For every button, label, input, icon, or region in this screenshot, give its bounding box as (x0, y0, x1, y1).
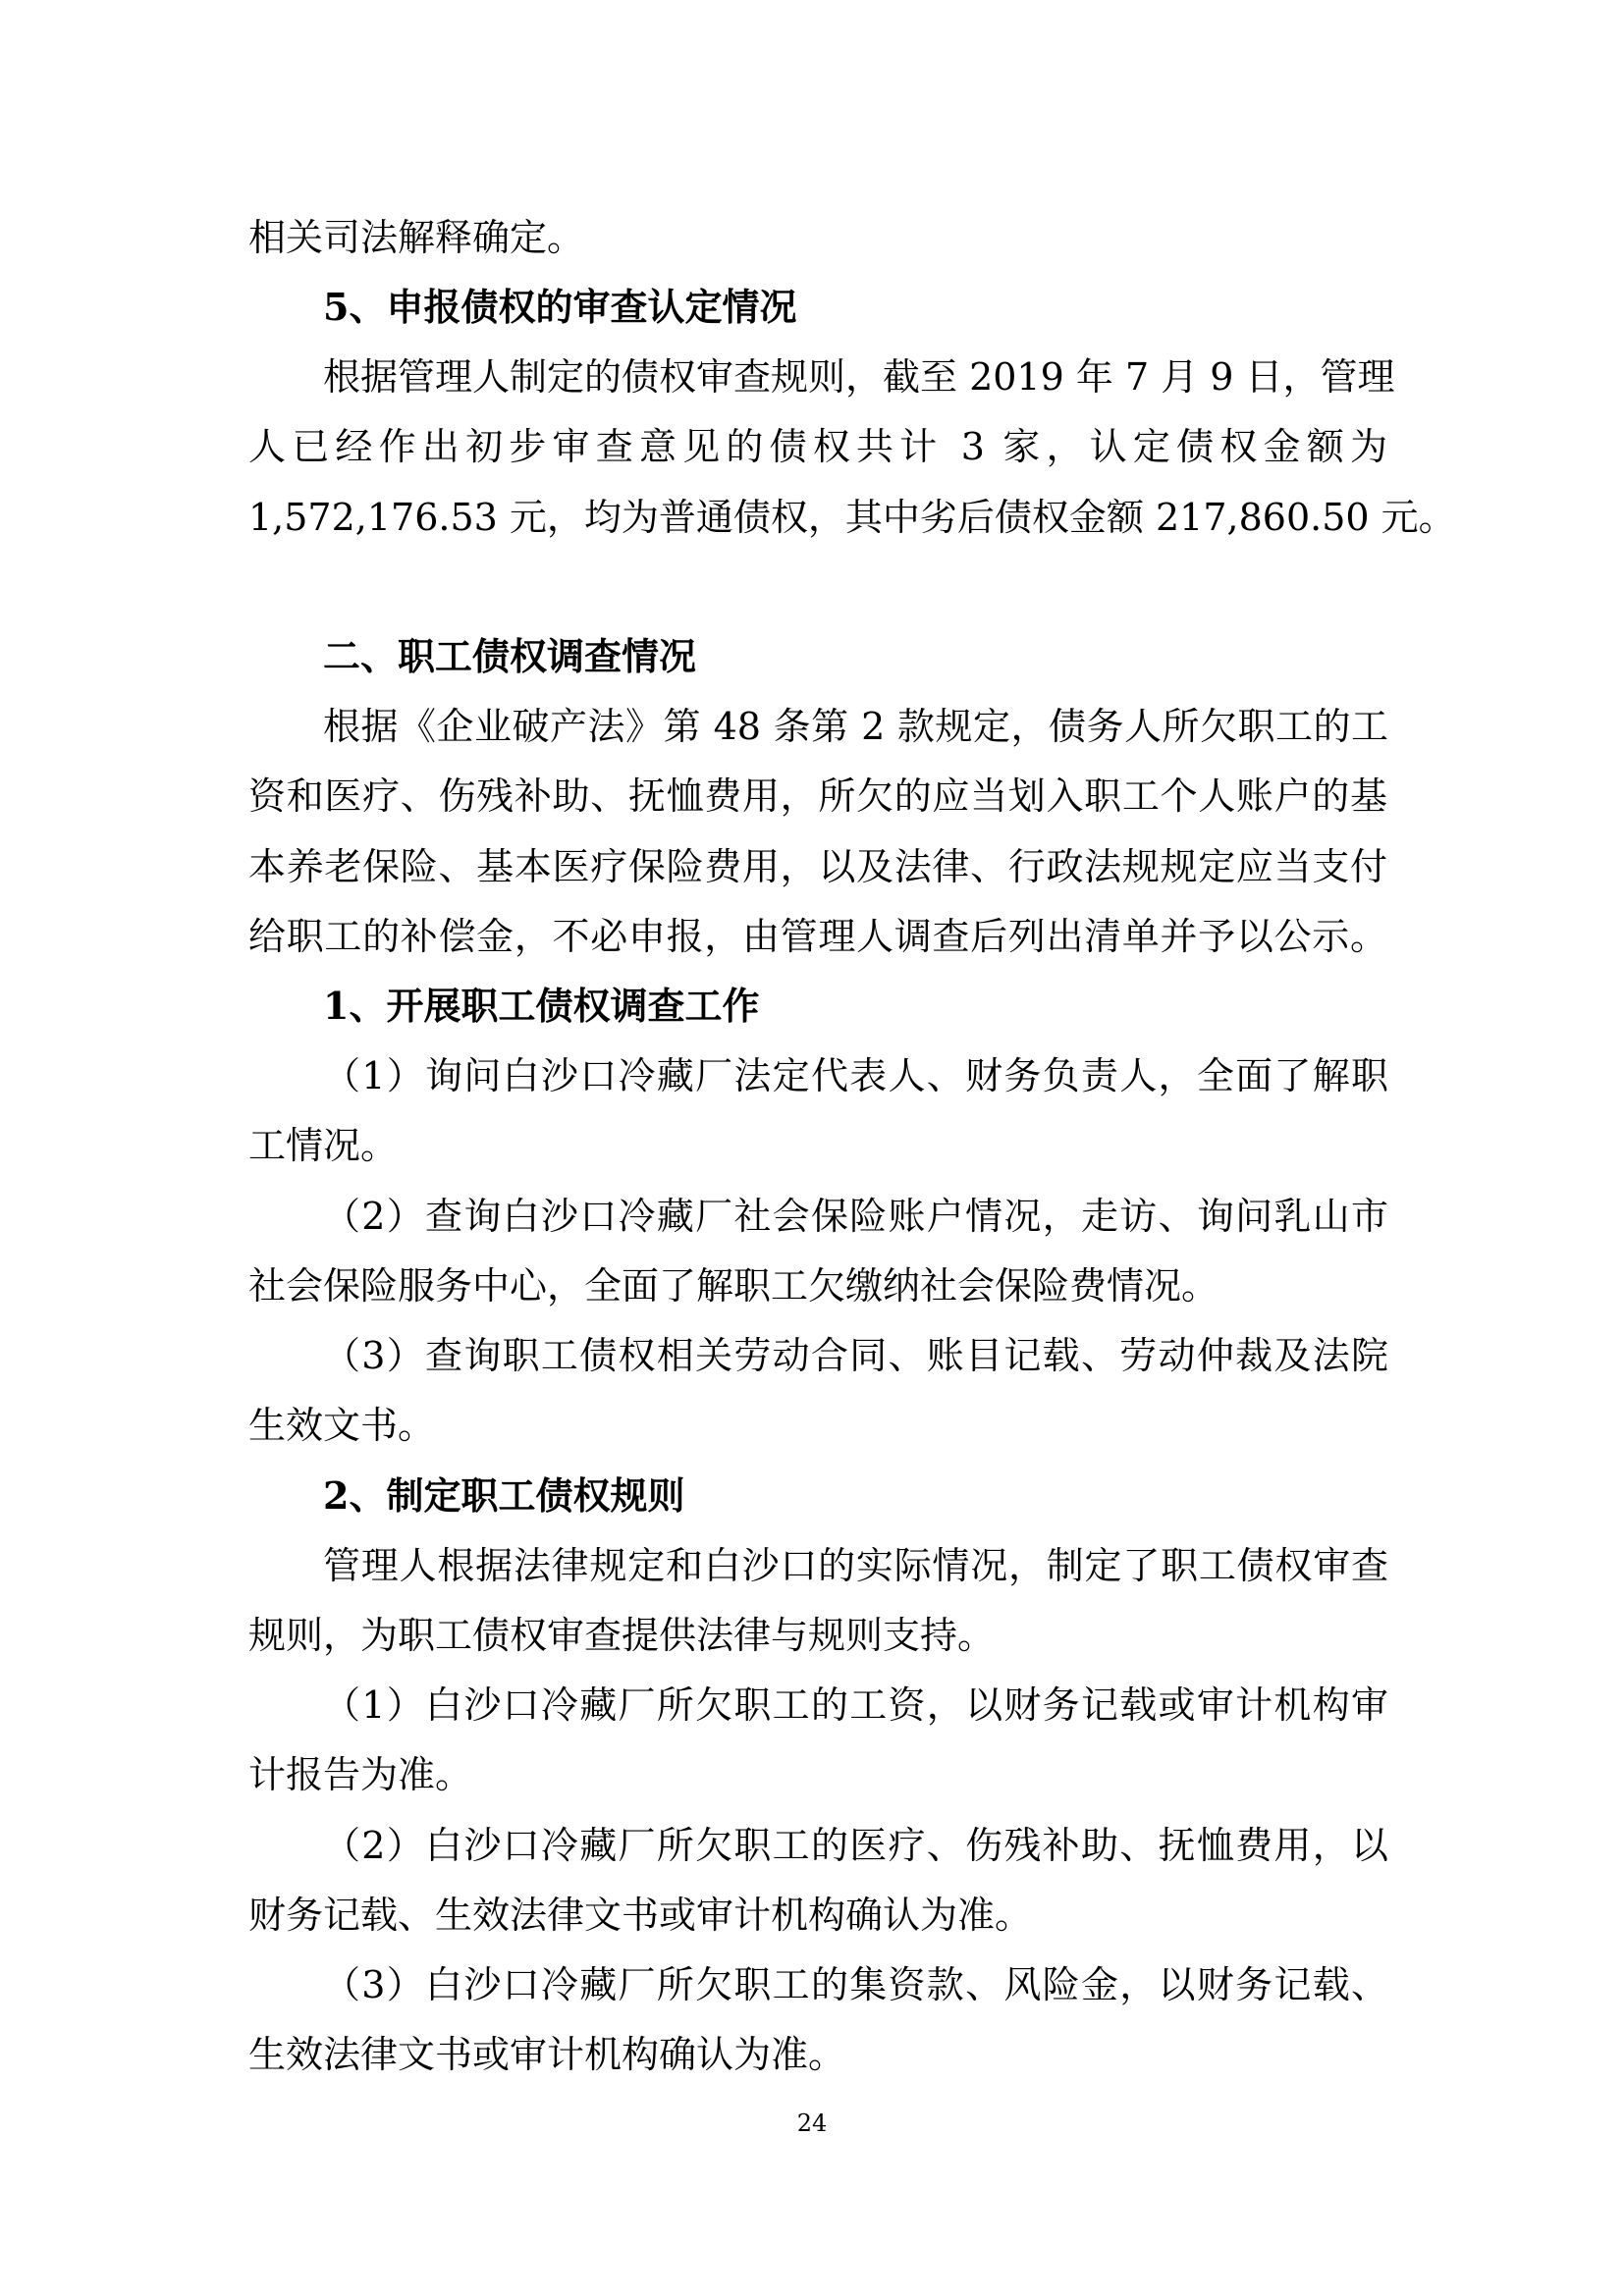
paragraph-line: 根据管理人制定的债权审查规则，截至 2019 年 7 月 9 日，管理 (323, 355, 1395, 399)
paragraph-line: 根据《企业破产法》第 48 条第 2 款规定，债务人所欠职工的工 (323, 705, 1388, 748)
list-item-line: 生效法律文书或审计机构确认为准。 (248, 2033, 846, 2076)
list-item-line: （2）查询白沙口冷藏厂社会保险账户情况，走访、询问乳山市 (323, 1195, 1388, 1238)
list-item-line: 社会保险服务中心，全面了解职工欠缴纳社会保险费情况。 (248, 1264, 1219, 1308)
list-item-line: （1）询问白沙口冷藏厂法定代表人、财务负责人，全面了解职 (323, 1054, 1388, 1097)
list-item-line: 财务记载、生效法律文书或审计机构确认为准。 (248, 1894, 1033, 1937)
paragraph-continuation: 相关司法解释确定。 (248, 216, 585, 259)
list-item-line: （3）白沙口冷藏厂所欠职工的集资款、风险金，以财务记载、 (323, 1963, 1388, 2006)
chapter-heading-2: 二、职工债权调查情况 (323, 634, 697, 678)
paragraph-line: 本养老保险、基本医疗保险费用，以及法律、行政法规规定应当支付 (248, 845, 1387, 888)
paragraph-line: 给职工的补偿金，不必申报，由管理人调查后列出清单并予以公示。 (248, 915, 1387, 958)
list-item-line: （3）查询职工债权相关劳动合同、账目记载、劳动仲裁及法院 (323, 1334, 1388, 1377)
section-heading-2: 2、制定职工债权规则 (323, 1473, 685, 1518)
list-item-line: 工情况。 (248, 1124, 399, 1167)
section-heading-1: 1、开展职工债权调查工作 (323, 984, 760, 1028)
page-number: 24 (796, 2109, 828, 2137)
paragraph-line: 管理人根据法律规定和白沙口的实际情况，制定了职工债权审查 (323, 1544, 1388, 1587)
paragraph-line: 资和医疗、伤残补助、抚恤费用，所欠的应当划入职工个人账户的基 (248, 774, 1387, 818)
paragraph-line: 规则，为职工债权审查提供法律与规则支持。 (248, 1614, 996, 1657)
list-item-line: 生效文书。 (248, 1404, 436, 1447)
paragraph-line: 1,572,176.53 元，均为普通债权，其中劣后债权金额 217,860.50 元。 (248, 496, 1456, 539)
list-item-line: （2）白沙口冷藏厂所欠职工的医疗、伤残补助、抚恤费用，以 (323, 1824, 1388, 1867)
section-heading-5: 5、申报债权的审查认定情况 (323, 285, 797, 329)
list-item-line: 计报告为准。 (248, 1753, 473, 1796)
paragraph-line: 人已经作出初步审查意见的债权共计 3 家，认定债权金额为 (248, 425, 1387, 468)
list-item-line: （1）白沙口冷藏厂所欠职工的工资，以财务记载或审计机构审 (323, 1683, 1388, 1727)
